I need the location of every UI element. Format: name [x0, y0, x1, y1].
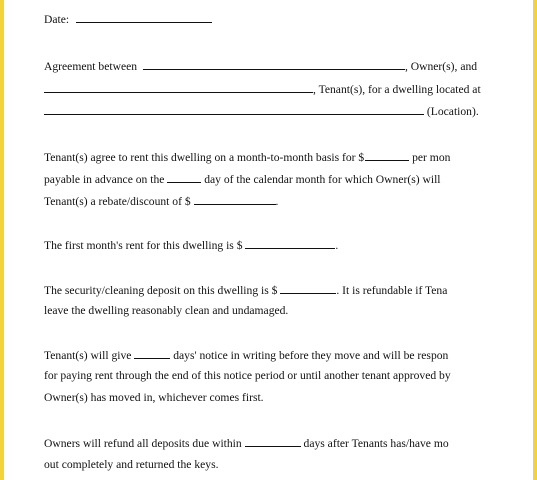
date-field[interactable] — [76, 11, 212, 23]
owner-suffix: , Owner(s), and — [404, 60, 478, 73]
refund-text-2: out completely and returned the keys. — [44, 458, 219, 471]
deposit-suffix: . It is refundable if Tena — [336, 284, 448, 297]
notice-line-3 — [44, 391, 264, 405]
deposit-amount-field[interactable] — [280, 282, 336, 294]
first-month-line — [44, 237, 338, 253]
deposit-condition: leave the dwelling reasonably clean and undamaged. — [44, 304, 289, 317]
agreement-line-1 — [44, 58, 477, 74]
payable-suffix: day of the calendar month for which Owner(s) will — [204, 173, 441, 186]
notice-text-3: Owner(s) has moved in, whichever comes first. — [44, 391, 264, 404]
rebate-amount-field[interactable] — [194, 193, 276, 205]
notice-suffix: days' notice in writing before they move and will be respon — [173, 349, 449, 362]
rent-line-3 — [44, 193, 278, 209]
refund-line-1 — [44, 435, 449, 451]
agreement-label: Agreement between — [44, 60, 138, 73]
agreement-line-2 — [44, 81, 481, 97]
deposit-line-2 — [44, 304, 288, 318]
refund-line-2 — [44, 458, 219, 472]
notice-line-1 — [44, 347, 448, 363]
rebate-suffix: . — [275, 195, 279, 208]
rent-line-1 — [44, 149, 450, 165]
payable-prefix: payable in advance on the — [44, 173, 165, 186]
notice-days-field[interactable] — [134, 347, 170, 359]
owner-name-field[interactable] — [143, 58, 405, 70]
due-day-field[interactable] — [167, 171, 201, 183]
location-suffix: (Location). — [426, 105, 479, 118]
refund-prefix: Owners will refund all deposits due within — [44, 437, 242, 450]
rental-agreement-document — [4, 0, 533, 480]
notice-prefix: Tenant(s) will give — [44, 349, 132, 362]
location-field[interactable] — [44, 103, 424, 115]
notice-line-2 — [44, 369, 451, 383]
deposit-line-1 — [44, 282, 447, 298]
agreement-line-3 — [44, 103, 479, 119]
tenant-suffix: , Tenant(s), for a dwelling located at — [313, 83, 481, 96]
tenant-name-field[interactable] — [44, 81, 313, 93]
rent-prefix: Tenant(s) agree to rent this dwelling on a month-to-month basis for $ — [44, 151, 365, 164]
rent-line-2 — [44, 171, 441, 187]
date-label: Date: — [44, 13, 70, 26]
rent-amount-field[interactable] — [365, 149, 409, 161]
first-month-rent-field[interactable] — [245, 237, 335, 249]
rebate-prefix: Tenant(s) a rebate/discount of $ — [44, 195, 191, 208]
first-month-prefix: The first month's rent for this dwelling is $ — [44, 239, 243, 252]
notice-text-2: for paying rent through the end of this notice period or until another tenant approved by — [44, 369, 451, 382]
deposit-prefix: The security/cleaning deposit on this dwelling is $ — [44, 284, 278, 297]
date-line — [44, 11, 212, 27]
first-month-suffix: . — [335, 239, 339, 252]
refund-suffix: days after Tenants has/have mo — [303, 437, 449, 450]
rent-suffix: per mon — [412, 151, 451, 164]
refund-days-field[interactable] — [245, 435, 301, 447]
